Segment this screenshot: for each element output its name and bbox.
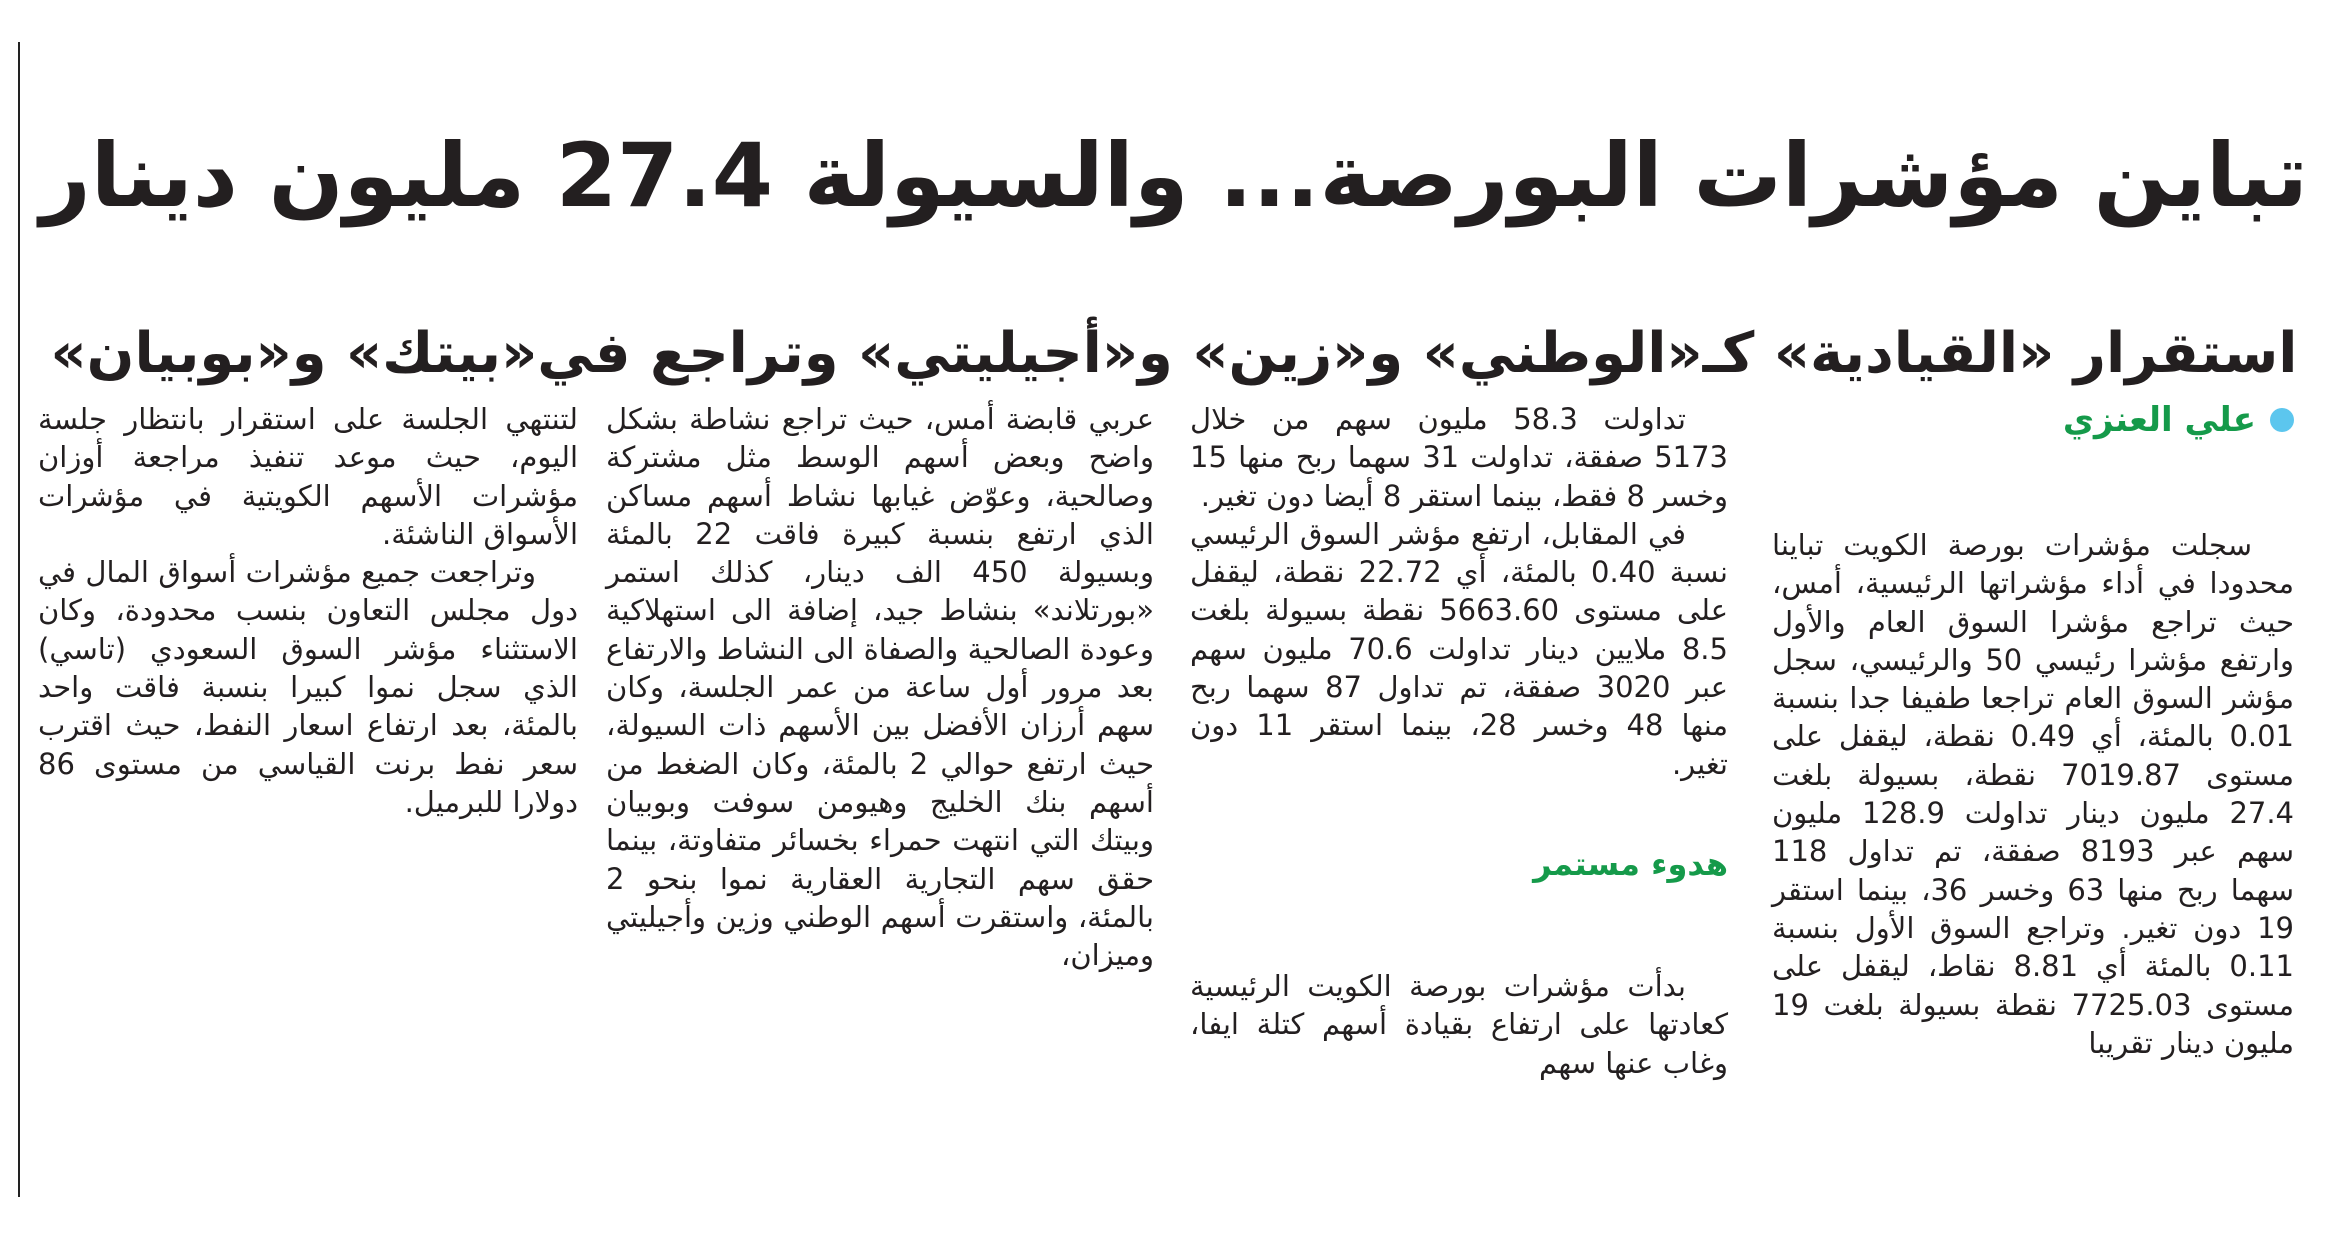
paragraph: وتراجعت جميع مؤشرات أسواق المال في دول مجلس التعاون بنسب محدودة، وكان الاستثناء مؤشر السوق السعودي (تاسي) الذي سجل نموا كبيرا بنسبة فاقت واحد بالمئة، بعد ارتفاع اسعار النفط، حيث اقترب سعر نفط برنت القياسي من مستوى 86 دولارا للبرميل. xyxy=(38,555,578,819)
bullet-icon xyxy=(2270,408,2294,432)
paragraph: في المقابل، ارتفع مؤشر السوق الرئيسي نسبة 0.40 بالمئة، أي 22.72 نقطة، ليقفل على مستوى 5663.60 نقطة بسيولة بلغت 8.5 ملايين دينار تداولت 70.6 مليون سهم عبر 3020 صفقة، تم تداول 87 سهما ربح منها 48 وخسر 28، بينما استقر 11 دون تغير. xyxy=(1190,516,1729,781)
article-column-1 xyxy=(1772,400,2294,1062)
column-rule xyxy=(18,42,20,1197)
byline xyxy=(1772,400,2294,440)
subheadline: استقرار «القيادية» كـ«الوطني» و«زين» و«أجيليتي» وتراجع في«بيتك» و«بوبيان» xyxy=(50,321,2298,387)
article-column-3 xyxy=(606,400,1154,974)
article-column-4 xyxy=(38,400,578,821)
paragraph: سجلت مؤشرات بورصة الكويت تباينا محدودا في أداء مؤشراتها الرئيسية، أمس، حيث تراجع مؤشرا السوق العام والأول وارتفع مؤشرا رئيسي 50 والرئيسي، سجل مؤشر السوق العام تراجعا طفيفا جدا بنسبة 0.01 بالمئة، أي 0.49 نقطة، ليقفل على مستوى 7019.87 نقطة، بسيولة بلغت 27.4 مليون دينار تداولت 128.9 مليون سهم عبر 8193 صفقة، تم تداول 118 سهما ربح منها 63 وخسر 36، بينما استقر 19 دون تغير. وتراجع السوق الأول بنسبة 0.11 بالمئة أي 8.81 نقاط، ليقفل على مستوى 7725.03 نقطة بسيولة بلغت 19 مليون دينار تقريبا xyxy=(1772,528,2295,1060)
paragraph: تداولت 58.3 مليون سهم من خلال 5173 صفقة، تداولت 31 سهما ربح منها 15 وخسر 8 فقط، بينما استقر 8 أيضا دون تغير. xyxy=(1190,402,1728,513)
author-name: علي العنزي xyxy=(2062,400,2256,440)
paragraph: لتنتهي الجلسة على استقرار بانتظار جلسة اليوم، حيث موعد تنفيذ مراجعة أوزان مؤشرات الأسهم الكويتية في مؤشرات الأسواق الناشئة. xyxy=(38,402,578,551)
paragraph: بدأت مؤشرات بورصة الكويت الرئيسية كعادتها على ارتفاع بقيادة أسهم كتلة ايفا، وغاب عنها سهم xyxy=(1190,968,1728,1080)
paragraph: عربي قابضة أمس، حيث تراجع نشاطة بشكل واضح وبعض أسهم الوسط مثل مشتركة وصالحية، وعوّض غيابها نشاط أسهم مساكن الذي ارتفع بنسبة كبيرة فاقت 22 بالمئة وبسيولة 450 الف دينار، كذلك استمر «بورتلاند» بنشاط جيد، إضافة الى استهلاكية وعودة الصالحية والصفاة الى النشاط والارتفاع بعد مرور أول ساعة من عمر الجلسة، وكان سهم أرزان الأفضل بين الأسهم ذات السيولة، حيث ارتفع حوالي 2 بالمئة، وكان الضغط من أسهم بنك الخليج وهيومن سوفت وبوبيان وبيتك التي انتهت حمراء بخسائر متفاوتة، بينما حقق سهم التجارية العقارية نموا بنحو 2 بالمئة، واستقرت أسهم الوطني وزين وأجيليتي وميزان، xyxy=(606,402,1154,973)
headline: تباين مؤشرات البورصة... والسيولة 27.4 مليون دينار xyxy=(40,123,2308,227)
section-subheading: هدوء مستمر xyxy=(1533,844,1728,883)
article-column-2 xyxy=(1190,400,1728,1082)
